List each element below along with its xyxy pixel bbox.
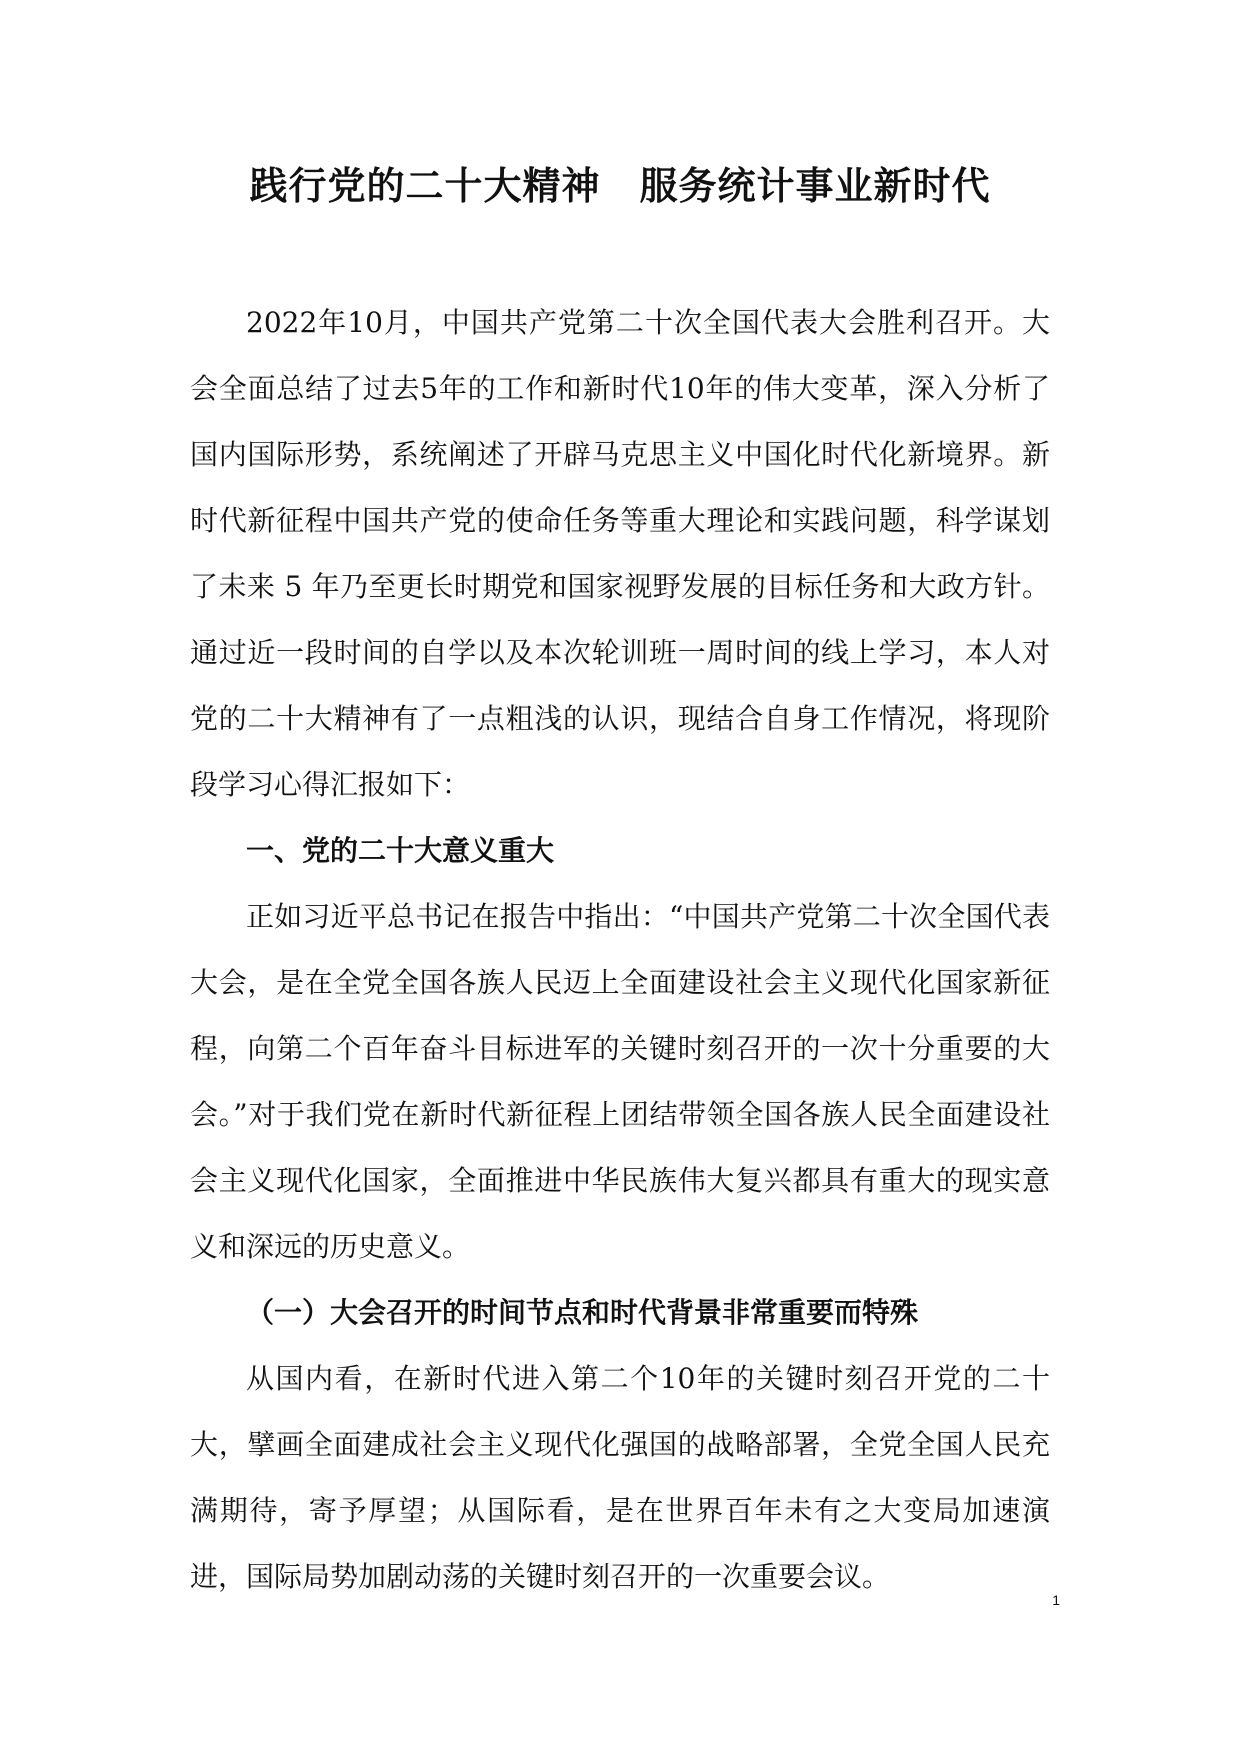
- page-number: 1: [1052, 1592, 1060, 1608]
- context-paragraph: 从国内看，在新时代进入第二个10年的关键时刻召开党的二十大，擘画全面建成社会主义现代化强国的战略部署，全党全国人民充满期待，寄予厚望；从国际看，是在世界百年未有之大变局加速演进，国际局势加剧动荡的关键时刻召开的一次重要会议。: [190, 1362, 1050, 1593]
- subsection-heading-1: （一）大会召开的时间节点和时代背景非常重要而特殊: [246, 1296, 919, 1329]
- document-title: 践行党的二十大精神 服务统计事业新时代: [249, 164, 991, 208]
- significance-paragraph: 正如习近平总书记在报告中指出：“中国共产党第二十次全国代表大会，是在全党全国各族人民迈上全面建设社会主义现代化国家新征程，向第二个百年奋斗目标进军的关键时刻召开的一次十分重要的大会。”对于我们党在新时代新征程上团结带领全国各族人民全面建设社会主义现代化国家，全面推进中华民族伟大复兴都具有重大的现实意义和深远的历史意义。: [190, 900, 1050, 1263]
- document-body: [190, 290, 1050, 1610]
- section-heading-1: 一、党的二十大意义重大: [246, 834, 555, 867]
- intro-paragraph: 2022年10月，中国共产党第二十次全国代表大会胜利召开。大会全面总结了过去5年的工作和新时代10年的伟大变革，深入分析了国内国际形势，系统阐述了开辟马克思主义中国化时代化新境界。新时代新征程中国共产党的使命任务等重大理论和实践问题，科学谋划了未来 5 年乃至更长时期党和国家视野发展的目标任务和大政方针。通过近一段时间的自学以及本次轮训班一周时间的线上学习，本人对党的二十大精神有了一点粗浅的认识，现结合自身工作情况，将现阶段学习心得汇报如下：: [190, 306, 1050, 801]
